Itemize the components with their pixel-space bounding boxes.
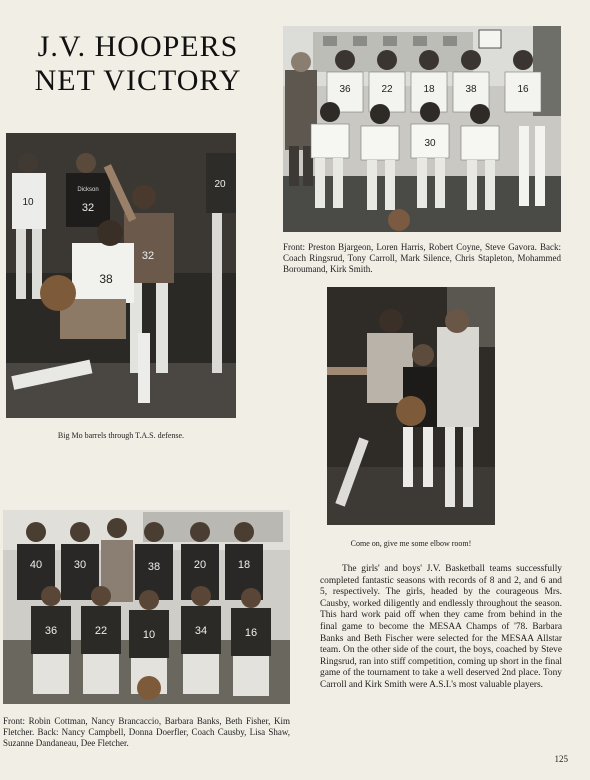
girls-jersey-36: 36 [44, 625, 58, 637]
girls-jersey-40: 40 [29, 559, 43, 571]
page-number: 125 [554, 754, 568, 764]
boys-jersey-38: 38 [465, 84, 477, 95]
girls-jersey-30: 30 [73, 559, 87, 571]
boys-jersey-22: 22 [381, 84, 393, 95]
boys-jersey-30: 30 [424, 138, 436, 149]
girls-jersey-22: 22 [94, 625, 108, 637]
game-action-1-caption: Big Mo barrels through T.A.S. defense. [57, 431, 185, 440]
girls-team-photo [3, 510, 290, 704]
game-action-2-caption: Come on, give me some elbow room! [350, 539, 472, 548]
article-body: The girls' and boys' J.V. Basketball teams successfully completed fantastic seasons with records of 8 and 2, and 6 and 5, respectively. The girls, headed by the courageous Mrs. Causby, worked diligently and endlessly throughout the season. This hard work paid off when they came from behind in the final game to become the MESAA Champs of '78. Barbara Banks and Beth Fischer were selected for the MESAA Allstar team. On the other side of the court, the boys, coached by Steve Ringsrud, ran into stiff competition, coming up short in the final game of the tournament to take a well deserved 2nd place. Tony Carroll and Kirk Smith were A.S.I.'s most valuable players. [320, 564, 562, 690]
page-headline [18, 30, 258, 98]
action-jersey-32-light: 32 [141, 250, 155, 262]
girls-jersey-34: 34 [194, 625, 208, 637]
action-jersey-text: Dickson [77, 187, 99, 193]
girls-jersey-10: 10 [142, 629, 156, 641]
boys-team-photo [283, 26, 561, 232]
girls-jersey-18: 18 [237, 559, 251, 571]
boys-team-caption: Front: Preston Bjargeon, Loren Harris, Robert Coyne, Steve Gavora. Back: Coach Ringsrud, Tony Carroll, Mark Silence, Chris Stapleton, Mohammed Boroumand, Kirk Smith. [283, 242, 561, 274]
action-jersey-32-dark: 32 [81, 202, 95, 214]
action-jersey-38: 38 [99, 272, 113, 286]
game-action-photo-2 [327, 287, 495, 525]
girls-jersey-38: 38 [147, 561, 161, 573]
action-jersey-10: 10 [22, 197, 34, 208]
game-action-photo-1 [6, 133, 236, 418]
headline-line-2: NET VICTORY [34, 64, 242, 97]
girls-jersey-16: 16 [244, 627, 258, 639]
girls-team-caption: Front: Robin Cottman, Nancy Brancaccio, Barbara Banks, Beth Fisher, Kim Fletcher. Back: Nancy Campbell, Donna Doerfler, Coach Causby, Lisa Shaw, Suzanne Dandaneau, Dee Fletcher. [3, 716, 290, 748]
boys-jersey-36: 36 [339, 84, 351, 95]
headline-line-1: J.V. HOOPERS [37, 30, 239, 63]
boys-jersey-18: 18 [423, 84, 435, 95]
boys-jersey-16: 16 [517, 84, 529, 95]
action-jersey-20: 20 [214, 179, 226, 190]
girls-jersey-20: 20 [193, 559, 207, 571]
